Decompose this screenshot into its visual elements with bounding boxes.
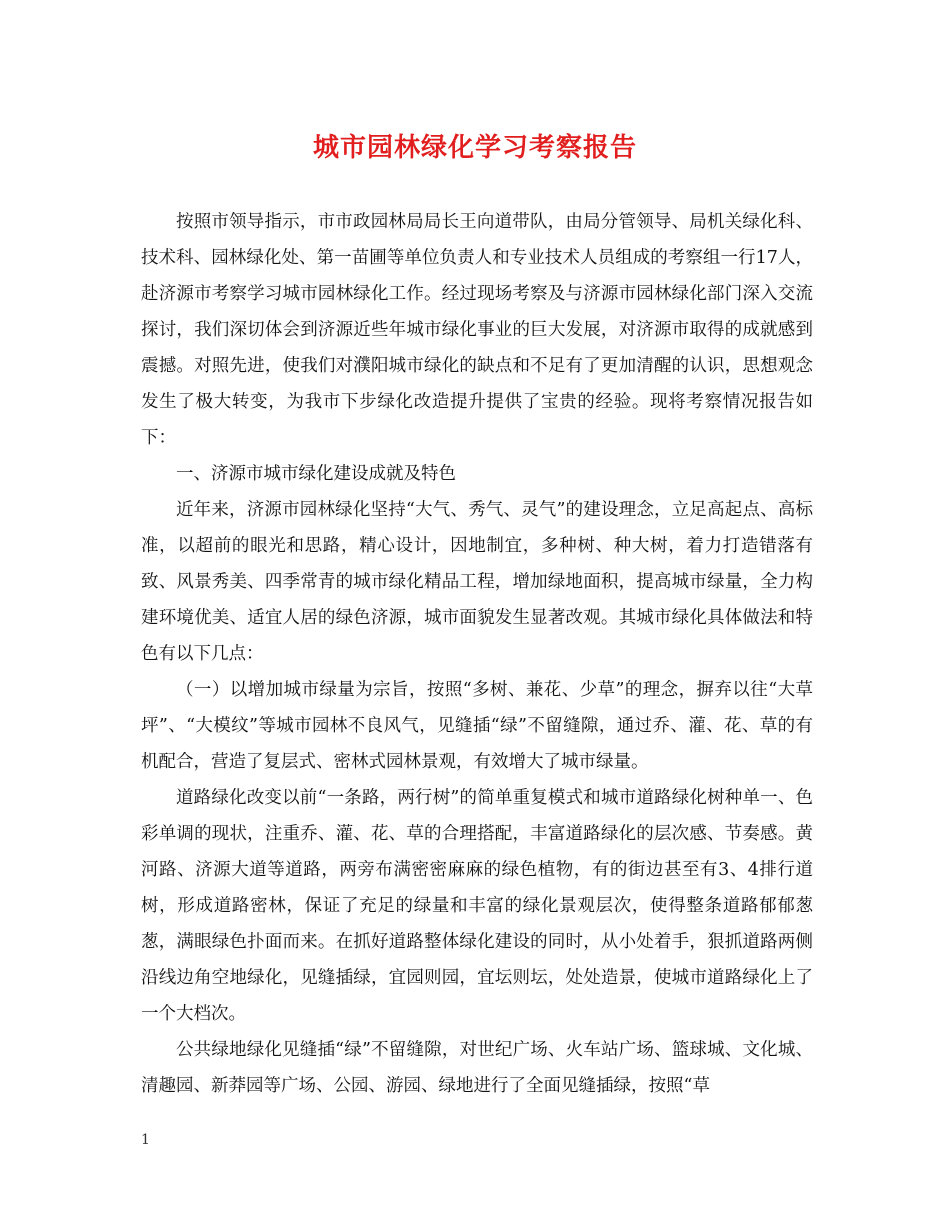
- body-paragraph: 近年来，济源市园林绿化坚持“大气、秀气、灵气”的建设理念，立足高起点、高标准，以超前的眼光和思路，精心设计，因地制宜，多种树、种大树，着力打造错落有致、风景秀美、四季常青的城市绿化精品工程，增加绿地面积，提高城市绿量，全力构建环境优美、适宜人居的绿色济源，城市面貌发生显著改观。其城市绿化具体做法和特色有以下几点：: [141, 500, 813, 664]
- document-title: 城市园林绿化学习考察报告: [312, 133, 637, 163]
- document-body: [141, 204, 813, 1104]
- body-paragraph: 公共绿地绿化见缝插“绿”不留缝隙，对世纪广场、火车站广场、篮球城、文化城、清趣园、新莽园等广场、公园、游园、绿地进行了全面见缝插绿，按照“草: [141, 1040, 813, 1096]
- body-paragraph: 道路绿化改变以前“一条路，两行树”的简单重复模式和城市道路绿化树种单一、色彩单调的现状，注重乔、灌、花、草的合理搭配，丰富道路绿化的层次感、节奏感。黄河路、济源大道等道路，两旁布满密密麻麻的绿色植物，有的街边甚至有3、4排行道树，形成道路密林，保证了充足的绿量和丰富的绿化景观层次，使得整条道路郁郁葱葱，满眼绿色扑面而来。在抓好道路整体绿化建设的同时，从小处着手，狠抓道路两侧沿线边角空地绿化，见缝插绿，宜园则园，宜坛则坛，处处造景，使城市道路绿化上了一个大档次。: [141, 788, 813, 1024]
- intro-paragraph: 按照市领导指示，市市政园林局局长王向道带队，由局分管领导、局机关绿化科、技术科、园林绿化处、第一苗圃等单位负责人和专业技术人员组成的考察组一行17人，赴济源市考察学习城市园林绿化工作。经过现场考察及与济源市园林绿化部门深入交流探讨，我们深切体会到济源近些年城市绿化事业的巨大发展，对济源市取得的成就感到震撼。对照先进，使我们对濮阳城市绿化的缺点和不足有了更加清醒的认识，思想观念发生了极大转变，为我市下步绿化改造提升提供了宝贵的经验。现将考察情况报告如下：: [141, 212, 813, 448]
- body-paragraph: （一）以增加城市绿量为宗旨，按照“多树、兼花、少草”的理念，摒弃以往“大草坪”、“大模纹”等城市园林不良风气，见缝插“绿”不留缝隙，通过乔、灌、花、草的有机配合，营造了复层式、密林式园林景观，有效增大了城市绿量。: [141, 680, 813, 772]
- section-heading: 一、济源市城市绿化建设成就及特色: [176, 464, 456, 484]
- page-number: 1: [141, 1132, 150, 1148]
